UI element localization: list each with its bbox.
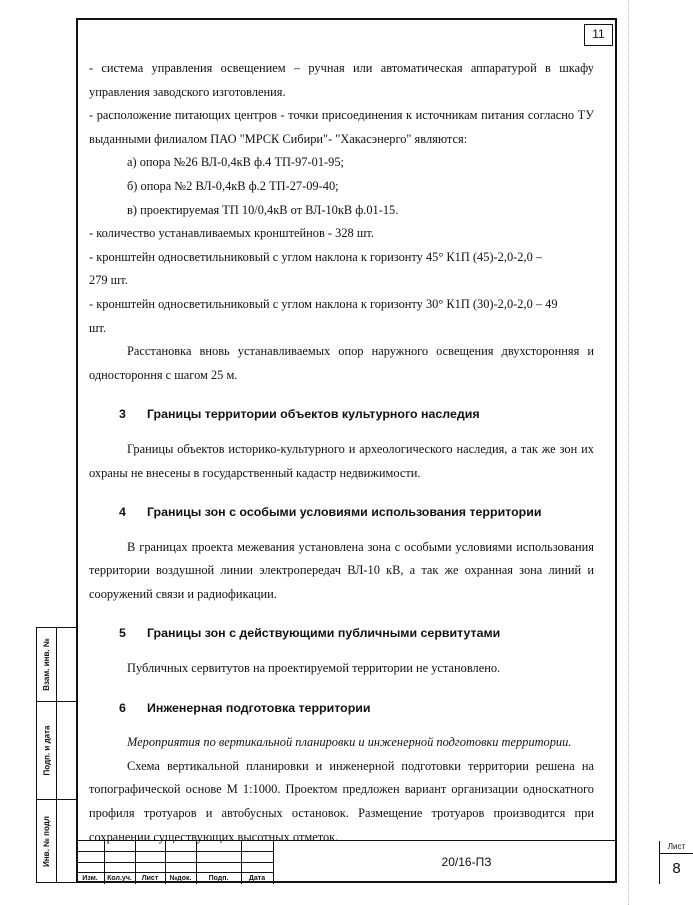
- section-title: Инженерная подготовка территории: [147, 700, 371, 715]
- section-number: 5: [119, 626, 126, 641]
- page-number: 11: [584, 24, 613, 46]
- section-text-6: Схема вертикальной планировки и инженерной подготовки территории решена на топографической основе М 1:1000. Проектом предложен вариант организации односкатного профиля тротуаров и автобусных остановок. Размещение тротуаров производится при сохранении существующих высотных отметок.: [89, 758, 594, 844]
- side-stamp-divider: [56, 628, 57, 882]
- side-stamp: [36, 627, 76, 883]
- side-label-inventory: Инв. № подл: [42, 815, 52, 867]
- paragraph-bracket-30: - кронштейн односветильниковый с углом наклона к горизонту 30° К1П (30)-2,0-2,0 – 49 шт.: [89, 296, 558, 335]
- col-label-data: Дата: [248, 875, 266, 882]
- side-label-signature-date: Подп. и дата: [42, 725, 52, 775]
- paragraph-lighting-control: - система управления освещением – ручная или автоматическая аппаратурой в шкафу управления заводского изготовления.: [89, 61, 594, 99]
- section-title: Границы зон с особыми условиями использования территории: [147, 505, 542, 520]
- document-code: 20/16-ПЗ: [273, 841, 659, 884]
- section-heading-3: [119, 403, 594, 427]
- grid-line: [76, 862, 273, 863]
- sheet-label: Лист: [660, 841, 693, 854]
- section-text-5: Публичных сервитутов на проектируемой территории не установлено.: [127, 661, 501, 676]
- section-title: Границы зон с действующими публичными сервитутами: [147, 626, 501, 641]
- section-heading-4: [119, 501, 594, 525]
- section-text-3: Границы объектов историко-культурного и археологического наследия, а так же зон их охраны не внесены в государственный кадастр недвижимости.: [89, 441, 594, 480]
- title-block-grid: [76, 841, 273, 884]
- sheet-cell: [659, 841, 693, 884]
- col-label-kol: Кол.уч.: [107, 875, 132, 882]
- section-number: 6: [119, 700, 126, 715]
- paragraph-bracket-45: - кронштейн односветильниковый с углом наклона к горизонту 45° К1П (45)-2,0-2,0 –279 шт.: [89, 249, 543, 288]
- paragraph-bracket-count: - количество устанавливаемых кронштейнов - 328 шт.: [89, 226, 374, 241]
- col-label-list: Лист: [141, 875, 159, 882]
- section-number: 3: [119, 407, 126, 422]
- paragraph-power-centers: - расположение питающих центров - точки присоединения к источникам питания согласно ТУ выданными филиалом ПАО "МРСК Сибири"- "Хакасэнерго" являются:: [89, 108, 594, 146]
- section-heading-5: [119, 622, 594, 646]
- sheet-number: 8: [672, 860, 681, 877]
- document-body: [89, 57, 594, 849]
- col-label-podp: Подп.: [208, 875, 229, 882]
- list-item-a: а) опора №26 ВЛ-0,4кВ ф.4 ТП-97-01-95;: [127, 155, 344, 170]
- section-subtitle-6: Мероприятия по вертикальной планировки и инженерной подготовки территории.: [127, 735, 572, 750]
- list-item-c: в) проектируемая ТП 10/0,4кВ от ВЛ-10кВ ф.01-15.: [127, 202, 399, 217]
- col-label-izm: Изм.: [82, 875, 98, 882]
- section-text-4: В границах проекта межевания установлена зона с особыми условиями использования территории воздушной линии электропередач ВЛ-10 кВ, а так же охранная зона линий и сооружений связи и радиофикации.: [89, 539, 594, 601]
- paragraph-pole-spacing: Расстановка вновь устанавливаемых опор наружного освещения двухсторонняя и одностороння с шагом 25 м.: [89, 344, 594, 382]
- right-edge-dots: [628, 0, 629, 905]
- section-heading-6: [119, 697, 594, 721]
- section-title: Границы территории объектов культурного наследия: [147, 407, 480, 422]
- grid-line: [76, 872, 273, 873]
- col-label-ndok: №док.: [169, 875, 192, 882]
- list-item-b: б) опора №2 ВЛ-0,4кВ ф.2 ТП-27-09-40;: [127, 178, 339, 193]
- grid-line: [76, 851, 273, 852]
- section-number: 4: [119, 505, 126, 520]
- title-block: [76, 840, 686, 883]
- side-label-replacement: Взам. инв. №: [42, 638, 51, 691]
